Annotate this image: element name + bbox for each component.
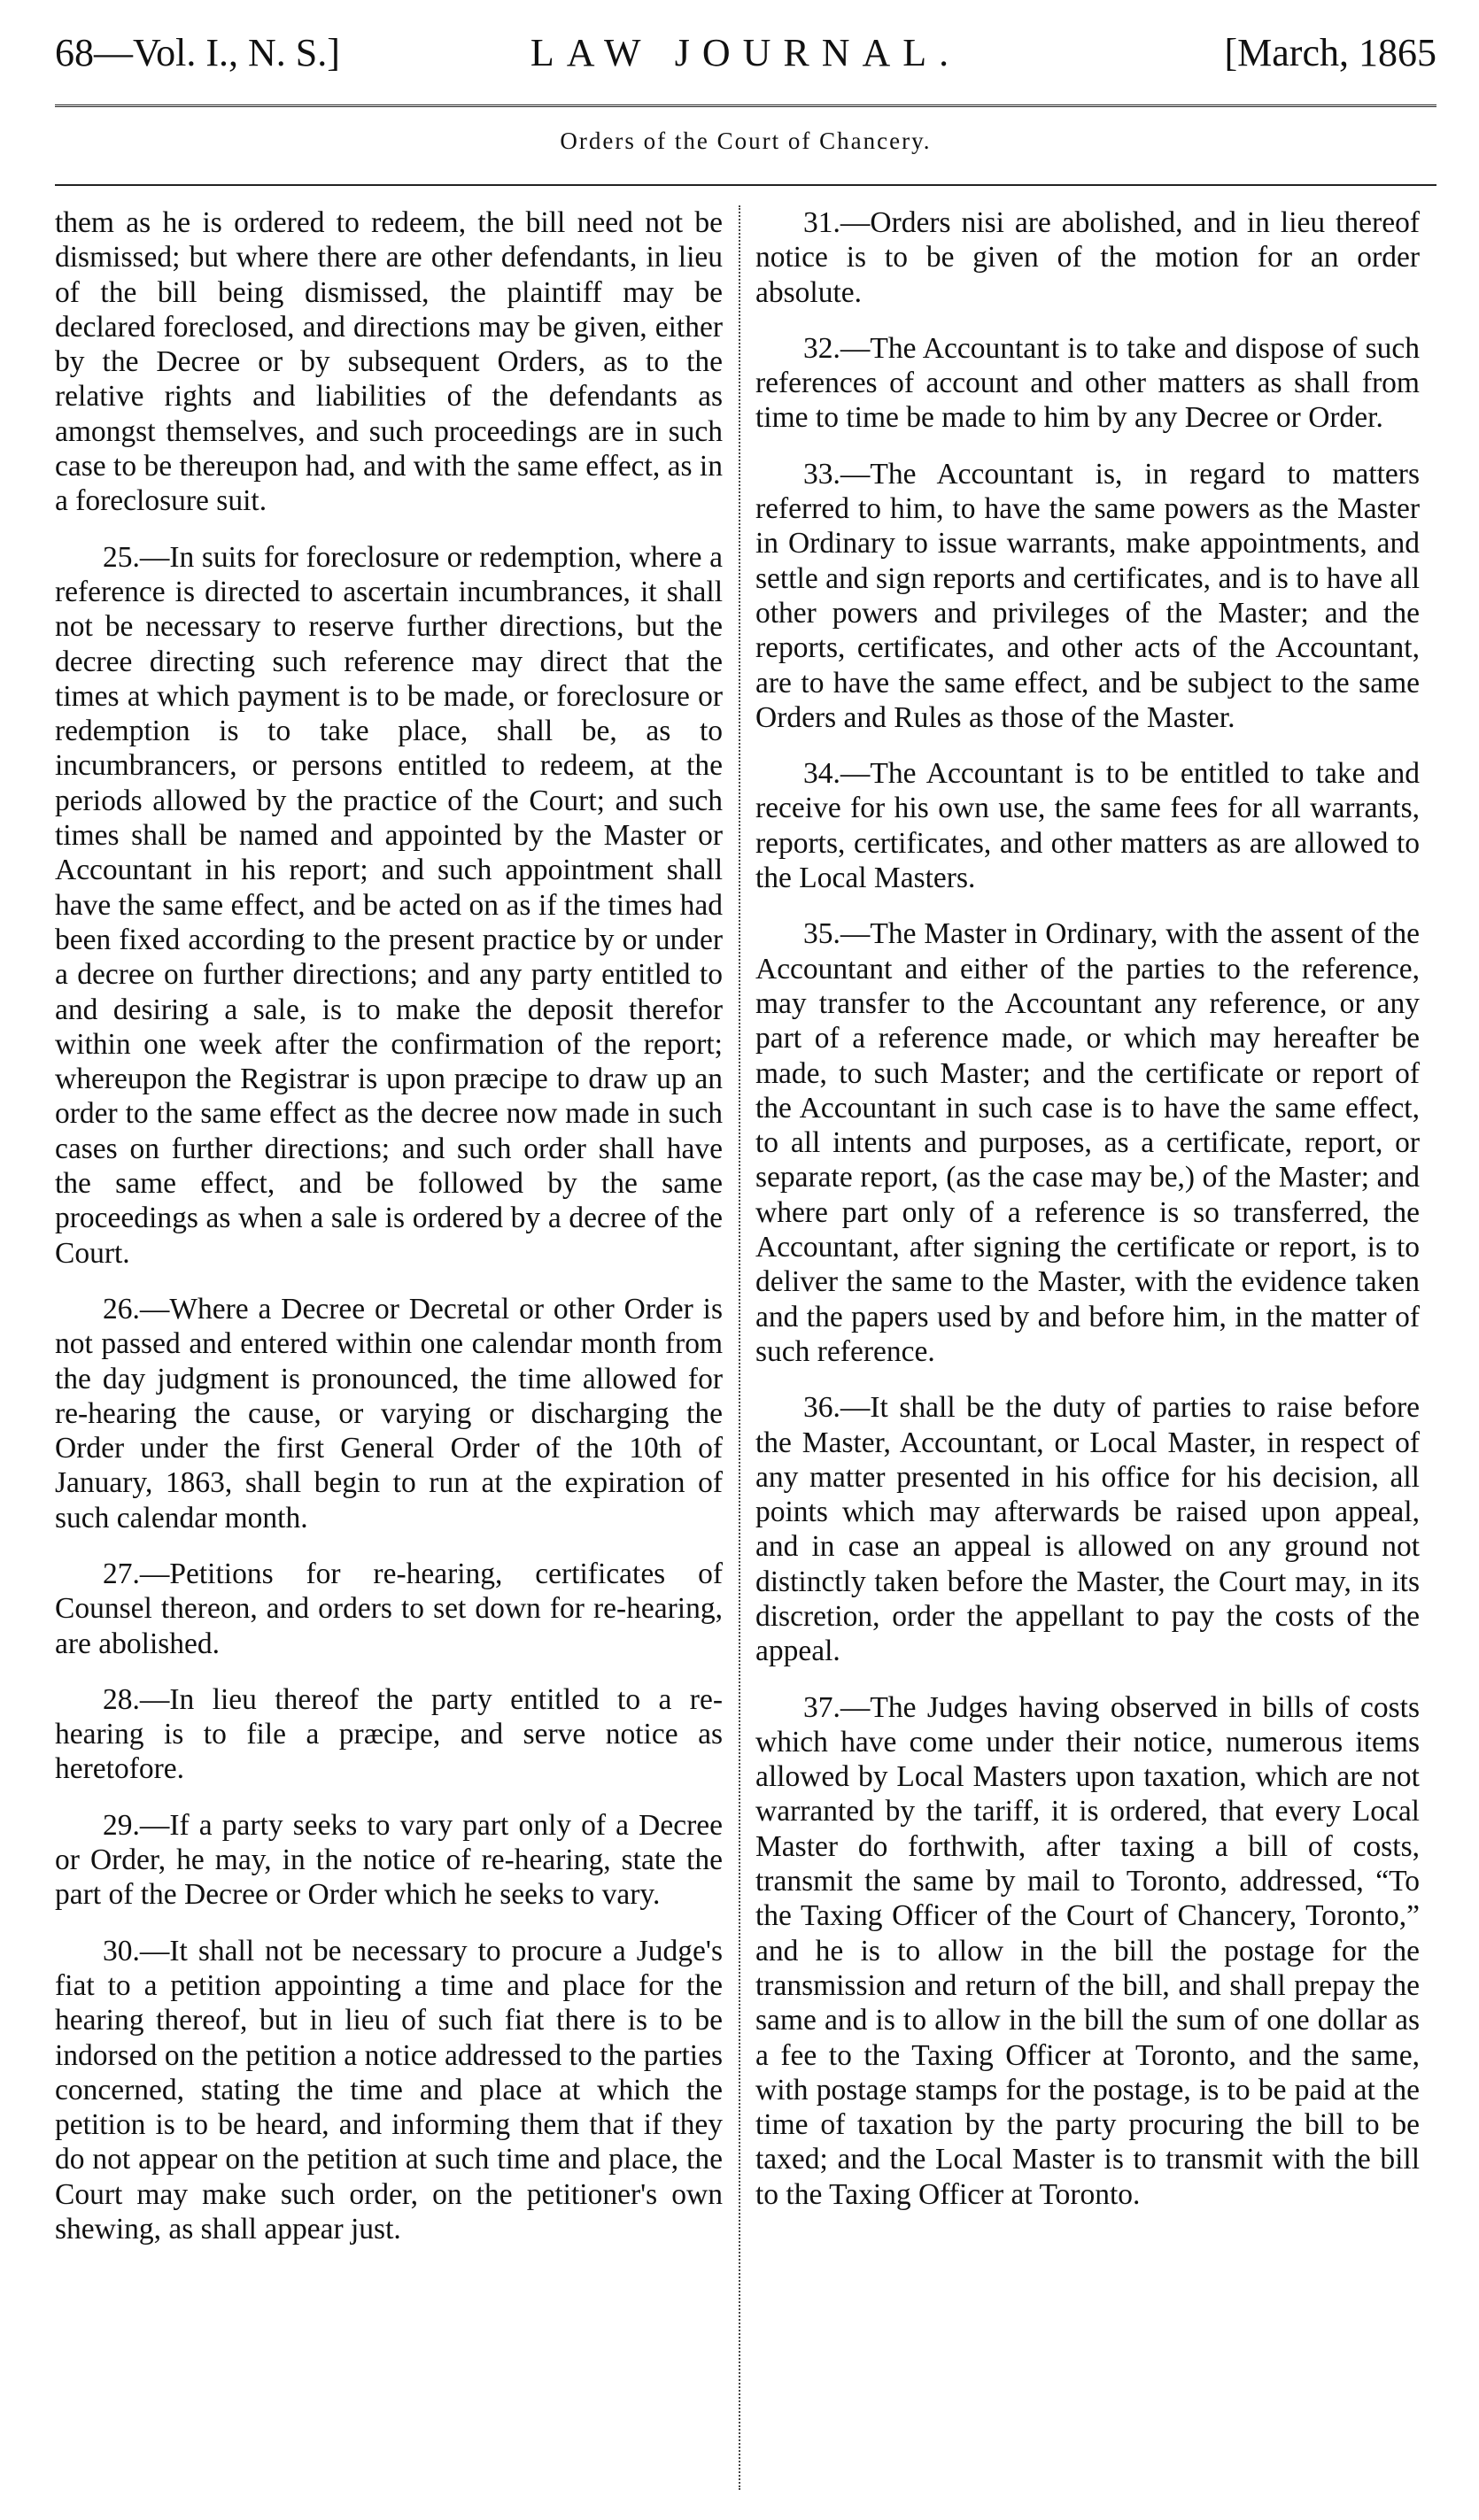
paragraph: 27.—Petitions for re-hearing, certificates of Counsel thereon, and orders to set down for re-hearing, are abolished. [55, 1557, 723, 1660]
paragraph: 30.—It shall not be necessary to procure a Judge's fiat to a petition appointing a time and place for the hearing thereof, but in lieu of such fiat there is to be indorsed on the petition a notice addressed to the parties concerned, stating the time and place at which the petition is to be heard, and informing them that if they do not appear on the petition at such time and place, the Court may make such order, on the petitioner's own shewing, as shall appear just. [55, 1934, 723, 2246]
header-rule [55, 104, 1436, 107]
section-rule [55, 184, 1436, 186]
issue-date: [March, 1865 [1224, 31, 1436, 74]
column-divider [739, 205, 740, 2490]
running-header [55, 19, 1436, 87]
paragraph: 35.—The Master in Ordinary, with the assent of the Accountant and either of the parties to the reference, may transfer to the Accountant any reference, or any part of a reference made, or which may hereafter be made, to such Master; and the certificate or report of the Accountant in such case is to have the same effect, to all intents and purposes, as a certificate, report, or separate report, (as the case may be,) of the Master; and where part only of a reference is so transferred, the Accountant, after signing the certificate or report, is to deliver the same to the Master, with the evidence taken and the papers used by and before him, in the matter of such reference. [755, 917, 1420, 1368]
paragraph: 32.—The Accountant is to take and dispose of such references of account and other matters as shall from time to time be made to him by any Decree or Order. [755, 331, 1420, 435]
section-heading: Orders of the Court of Chancery. [560, 128, 932, 154]
right-column [755, 205, 1420, 2499]
paragraph: 36.—It shall be the duty of parties to raise before the Master, Accountant, or Local Master, in respect of any matter presented in his office for his decision, all points which may afterwards be raised upon appeal, and in case an appeal is allowed on any ground not distinctly taken before the Master, the Court may, in its discretion, order the appellant to pay the costs of the appeal. [755, 1391, 1420, 1668]
journal-title: LAW JOURNAL. [530, 31, 962, 74]
paragraph: 34.—The Accountant is to be entitled to take and receive for his own use, the same fees for all warrants, reports, certificates, and other matters as are allowed to the Local Masters. [755, 757, 1420, 895]
paragraph: 28.—In lieu thereof the party entitled to a re-hearing is to file a præcipe, and serve notice as heretofore. [55, 1682, 723, 1786]
paragraph: 29.—If a party seeks to vary part only of a Decree or Order, he may, in the notice of re-hearing, state the part of the Decree or Order which he seeks to vary. [55, 1808, 723, 1912]
paragraph: 26.—Where a Decree or Decretal or other Order is not passed and entered within one calendar month from the day judgment is pronounced, the time allowed for re-hearing the cause, or varying or discharging the Order under the first General Order of the 10th of January, 1863, shall begin to run at the expiration of such calendar month. [55, 1292, 723, 1534]
paragraph: 37.—The Judges having observed in bills of costs which have come under their notice, numerous items allowed by Local Masters upon taxation, which are not warranted by the tariff, it is ordered, that every Local Master do forthwith, after taxing a bill of costs, transmit the same by mail to Toronto, addressed, “To the Taxing Officer of the Court of Chancery, Toronto,” and he is to allow in the bill the postage for the transmission and return of the bill, and shall prepay the same and is to allow in the bill the sum of one dollar as a fee to the Taxing Officer at Toronto, and the same, with postage stamps for the postage, is to be paid at the time of taxation by the party procuring the bill to be taxed; and the Local Master is to transmit with the bill to the Taxing Officer at Toronto. [755, 1690, 1420, 2211]
paragraph: 31.—Orders nisi are abolished, and in lieu thereof notice is to be given of the motion for an order absolute. [755, 206, 1420, 309]
paragraph: 25.—In suits for foreclosure or redemption, where a reference is directed to ascertain incumbrances, it shall not be necessary to reserve further directions, but the decree directing such reference may direct that the times at which payment is to be made, or foreclosure or redemption is to take place, shall be, as to incumbrancers, or persons entitled to redeem, at the periods allowed by the practice of the Court; and such times shall be named and appointed by the Master or Accountant in his report; and such appointment shall have the same effect, and be acted on as if the times had been fixed according to the present practice by or under a decree on further directions; and any party entitled to and desiring a sale, is to make the deposit therefor within one week after the confirmation of the report; whereupon the Registrar is upon præcipe to draw up an order to the same effect as the decree now made in such cases on further directions; and such order shall have the same effect, and be followed by the same proceedings as when a sale is ordered by a decree of the Court. [55, 540, 723, 1270]
volume-label: 68—Vol. I., N. S.] [55, 31, 340, 74]
paragraph: 33.—The Accountant is, in regard to matters referred to him, to have the same powers as the Master in Ordinary to issue warrants, make appointments, and settle and sign reports and certificates, and is to have all other powers and privileges of the Master; and the reports, certificates, and other acts of the Accountant, are to have the same effect, and be subject to the same Orders and Rules as those of the Master. [755, 457, 1420, 734]
paragraph: them as he is ordered to redeem, the bill need not be dismissed; but where there are other defendants, in lieu of the bill being dismissed, the plaintiff may be declared foreclosed, and directions may be given, either by the Decree or by subsequent Orders, as to the relative rights and liabilities of the defendants as amongst themselves, and such proceedings are in such case to be thereupon had, and with the same effect, as in a foreclosure suit. [55, 206, 723, 518]
left-column [55, 205, 723, 2499]
